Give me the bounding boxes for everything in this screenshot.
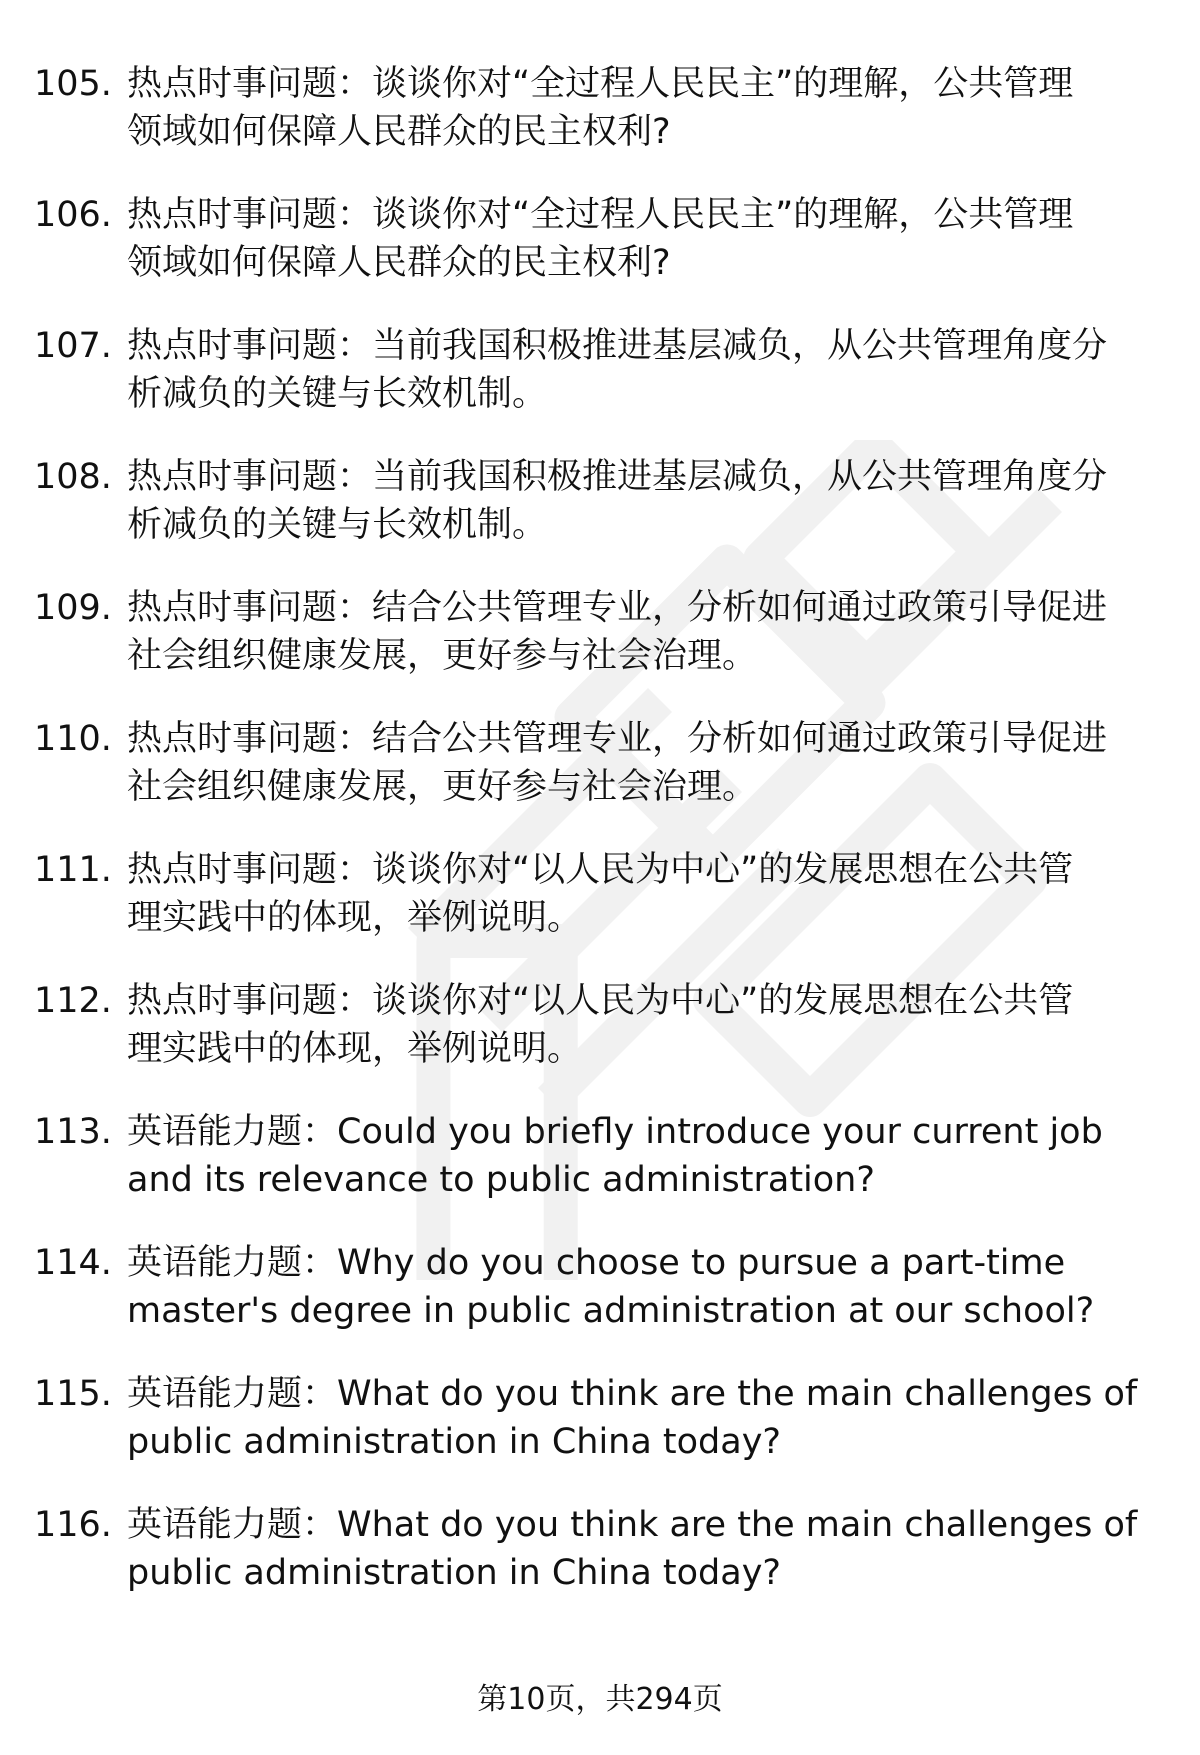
list-item [34,191,1170,287]
item-number: 113. [34,1112,112,1152]
list-item [34,1239,1170,1335]
item-text-line: public administration in China today? [127,1422,782,1462]
list-item [34,60,1170,156]
list-item [34,977,1170,1073]
item-text-line: 理实践中的体现，举例说明。 [127,898,583,938]
item-number: 115. [34,1374,112,1414]
list-item [34,846,1170,942]
item-text-line: 英语能力题：Why do you choose to pursue a part-time [127,1243,1066,1283]
item-text-line: 社会组织健康发展，更好参与社会治理。 [127,767,758,807]
page-number-footer: 第10页，共294页 [477,1682,723,1717]
item-text-line: 领域如何保障人民群众的民主权利? [127,243,671,283]
item-number: 108. [34,457,112,497]
item-text-line: 热点时事问题：谈谈你对“以人民为中心”的发展思想在公共管 [127,850,1074,890]
item-number: 107. [34,326,112,366]
item-text-line: 热点时事问题：结合公共管理专业，分析如何通过政策引导促进 [127,719,1108,759]
item-text-line: 析减负的关键与长效机制。 [127,374,548,414]
item-text-line: 热点时事问题：谈谈你对“全过程人民民主”的理解，公共管理 [127,64,1074,104]
item-text-line: 社会组织健康发展，更好参与社会治理。 [127,636,758,676]
item-number: 114. [34,1243,112,1283]
item-text-line: 理实践中的体现，举例说明。 [127,1029,583,1069]
list-item [34,1108,1170,1204]
item-text-line: 析减负的关键与长效机制。 [127,505,548,545]
item-text-line: public administration in China today? [127,1553,782,1593]
item-number: 105. [34,64,112,104]
list-item [34,1370,1170,1466]
item-text-line: 热点时事问题：结合公共管理专业，分析如何通过政策引导促进 [127,588,1108,628]
item-text-line: 英语能力题：What do you think are the main challenges of [127,1374,1138,1414]
item-text-line: 热点时事问题：谈谈你对“全过程人民民主”的理解，公共管理 [127,195,1074,235]
item-number: 110. [34,719,112,759]
item-number: 111. [34,850,112,890]
item-text-line: 英语能力题：Could you briefly introduce your current job [127,1112,1103,1152]
list-item [34,322,1170,418]
item-text-line: 英语能力题：What do you think are the main challenges of [127,1505,1138,1545]
item-text-line: and its relevance to public administration? [127,1160,875,1200]
item-text-line: 领域如何保障人民群众的民主权利? [127,112,671,152]
item-text-line: 热点时事问题：当前我国积极推进基层减负，从公共管理角度分 [127,457,1108,497]
item-text-line: 热点时事问题：谈谈你对“以人民为中心”的发展思想在公共管 [127,981,1074,1021]
list-item [34,584,1170,680]
question-list [34,60,1170,1632]
item-text-line: 热点时事问题：当前我国积极推进基层减负，从公共管理角度分 [127,326,1108,366]
list-item [34,1501,1170,1597]
item-number: 116. [34,1505,112,1545]
item-number: 112. [34,981,112,1021]
item-text-line: master's degree in public administration at our school? [127,1291,1095,1331]
item-number: 109. [34,588,112,628]
list-item [34,453,1170,549]
item-number: 106. [34,195,112,235]
list-item [34,715,1170,811]
